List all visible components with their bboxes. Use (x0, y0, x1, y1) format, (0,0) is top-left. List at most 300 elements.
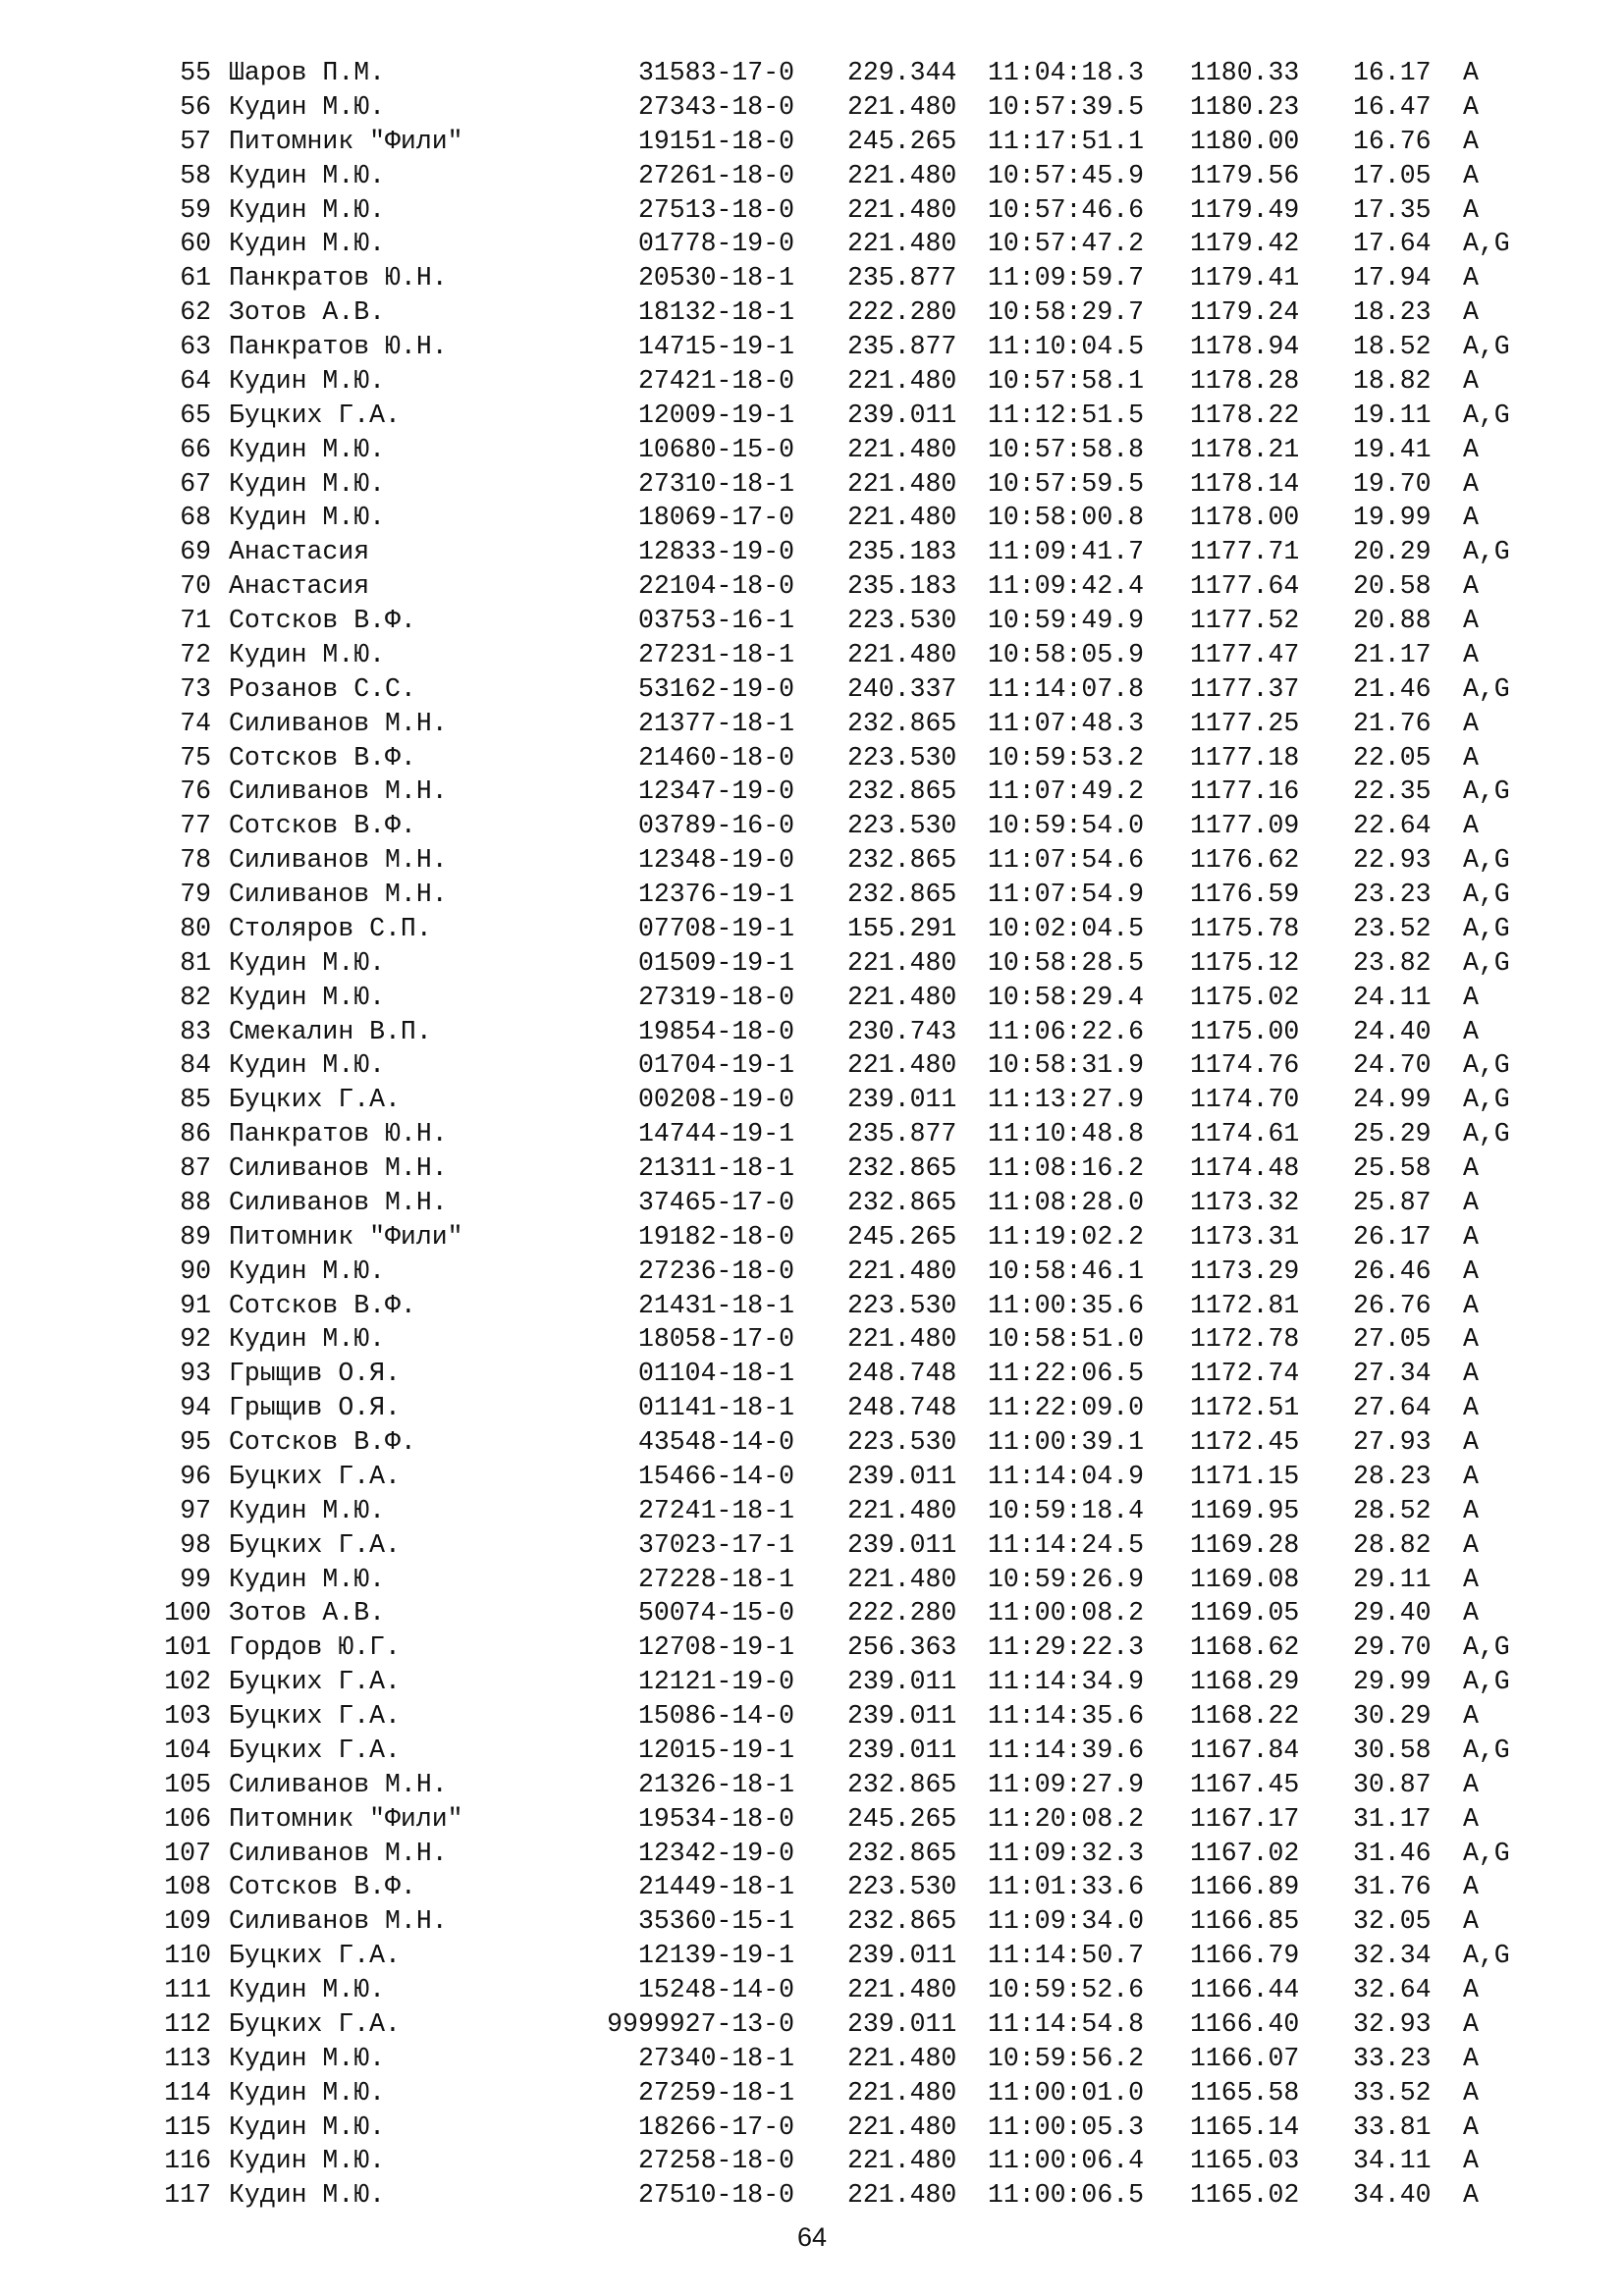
arrival-time-cell: 11:00:35.6 (988, 1290, 1145, 1320)
place-cell: 55 (180, 58, 211, 87)
speed-cell: 1177.52 (1190, 606, 1300, 635)
class-cell: A (1463, 91, 1479, 122)
result-row (0, 638, 1624, 672)
place-cell: 103 (164, 1701, 211, 1731)
distance-cell: 232.865 (847, 845, 957, 876)
speed-cell: 1177.18 (1190, 742, 1300, 773)
distance-cell: 221.480 (847, 2146, 957, 2176)
arrival-time-cell: 11:04:18.3 (988, 58, 1145, 87)
distance-cell: 235.183 (847, 537, 957, 567)
speed-cell: 1172.74 (1190, 1359, 1300, 1389)
ring-number-cell: 12139-19-1 (637, 1941, 794, 1971)
fancier-name-cell: Кудин М.Ю. (229, 2043, 386, 2073)
distance-cell: 239.011 (847, 1667, 957, 1697)
arrival-time-cell: 10:57:47.2 (988, 229, 1145, 259)
coefficient-cell: 22.05 (1353, 742, 1432, 773)
class-cell: A (1463, 1564, 1479, 1594)
arrival-time-cell: 10:02:04.5 (988, 913, 1145, 943)
class-cell: A (1463, 1529, 1479, 1560)
speed-cell: 1175.00 (1190, 1016, 1300, 1046)
result-row (0, 2178, 1624, 2213)
distance-cell: 222.280 (847, 297, 957, 328)
place-cell: 79 (180, 880, 211, 909)
ring-number-cell: 37023-17-1 (637, 1529, 794, 1560)
speed-cell: 1177.71 (1190, 537, 1300, 567)
distance-cell: 221.480 (847, 434, 957, 464)
speed-cell: 1179.24 (1190, 297, 1300, 328)
class-cell: A (1463, 297, 1479, 328)
distance-cell: 235.877 (847, 1119, 957, 1149)
distance-cell: 239.011 (847, 1941, 957, 1971)
class-cell: A,G (1463, 332, 1510, 361)
fancier-name-cell: Анастасия (229, 571, 370, 602)
fancier-name-cell: Сотсков В.Ф. (229, 811, 416, 841)
result-row (0, 399, 1624, 433)
ring-number-cell: 27319-18-0 (637, 982, 794, 1012)
coefficient-cell: 34.11 (1353, 2146, 1432, 2176)
distance-cell: 232.865 (847, 1906, 957, 1937)
distance-cell: 221.480 (847, 982, 957, 1012)
place-cell: 97 (180, 1495, 211, 1525)
place-cell: 83 (180, 1016, 211, 1046)
speed-cell: 1166.40 (1190, 2008, 1300, 2039)
fancier-name-cell: Буцких Г.А. (229, 1941, 401, 1971)
distance-cell: 232.865 (847, 1838, 957, 1868)
fancier-name-cell: Кудин М.Ю. (229, 365, 386, 396)
arrival-time-cell: 11:09:59.7 (988, 263, 1145, 294)
result-row (0, 227, 1624, 261)
distance-cell: 245.265 (847, 126, 957, 156)
class-cell: A,G (1463, 845, 1510, 876)
distance-cell: 221.480 (847, 2043, 957, 2073)
ring-number-cell: 37465-17-0 (637, 1187, 794, 1217)
arrival-time-cell: 11:17:51.1 (988, 126, 1145, 156)
distance-cell: 239.011 (847, 1085, 957, 1115)
coefficient-cell: 29.70 (1353, 1632, 1432, 1663)
class-cell: A,G (1463, 1838, 1510, 1868)
speed-cell: 1169.95 (1190, 1495, 1300, 1525)
place-cell: 85 (180, 1085, 211, 1115)
class-cell: A,G (1463, 537, 1510, 567)
distance-cell: 221.480 (847, 1975, 957, 2004)
distance-cell: 232.865 (847, 776, 957, 807)
result-row (0, 1837, 1624, 1871)
ring-number-cell: 07708-19-1 (637, 913, 794, 943)
ring-number-cell: 19534-18-0 (637, 1803, 794, 1834)
result-row (0, 125, 1624, 159)
arrival-time-cell: 10:57:45.9 (988, 160, 1145, 190)
result-row (0, 2110, 1624, 2145)
arrival-time-cell: 10:57:58.8 (988, 434, 1145, 464)
fancier-name-cell: Кудин М.Ю. (229, 2146, 386, 2176)
distance-cell: 221.480 (847, 1495, 957, 1525)
class-cell: A,G (1463, 1085, 1510, 1115)
result-row (0, 1220, 1624, 1255)
arrival-time-cell: 11:22:09.0 (988, 1393, 1145, 1423)
result-row (0, 261, 1624, 295)
coefficient-cell: 33.81 (1353, 2111, 1432, 2142)
ring-number-cell: 27513-18-0 (637, 194, 794, 225)
fancier-name-cell: Питомник "Фили" (229, 1803, 463, 1834)
place-cell: 86 (180, 1119, 211, 1149)
speed-cell: 1177.64 (1190, 571, 1300, 602)
distance-cell: 221.480 (847, 503, 957, 533)
result-row (0, 2007, 1624, 2042)
place-cell: 112 (164, 2008, 211, 2039)
distance-cell: 239.011 (847, 1529, 957, 1560)
place-cell: 84 (180, 1050, 211, 1081)
class-cell: A (1463, 503, 1479, 533)
coefficient-cell: 21.46 (1353, 673, 1432, 704)
result-row (0, 1596, 1624, 1630)
arrival-time-cell: 10:57:59.5 (988, 468, 1145, 499)
coefficient-cell: 24.11 (1353, 982, 1432, 1012)
speed-cell: 1180.23 (1190, 91, 1300, 122)
ring-number-cell: 15086-14-0 (637, 1701, 794, 1731)
result-row (0, 1015, 1624, 1049)
speed-cell: 1177.16 (1190, 776, 1300, 807)
class-cell: A,G (1463, 913, 1510, 943)
coefficient-cell: 33.52 (1353, 2077, 1432, 2108)
speed-cell: 1166.79 (1190, 1941, 1300, 1971)
fancier-name-cell: Буцких Г.А. (229, 1667, 401, 1697)
distance-cell: 235.877 (847, 263, 957, 294)
fancier-name-cell: Кудин М.Ю. (229, 1564, 386, 1594)
fancier-name-cell: Грыщив О.Я. (229, 1359, 401, 1389)
coefficient-cell: 16.76 (1353, 126, 1432, 156)
coefficient-cell: 32.34 (1353, 1941, 1432, 1971)
fancier-name-cell: Столяров С.П. (229, 913, 432, 943)
result-row (0, 604, 1624, 638)
coefficient-cell: 22.35 (1353, 776, 1432, 807)
distance-cell: 232.865 (847, 1187, 957, 1217)
fancier-name-cell: Сотсков В.Ф. (229, 1872, 416, 1902)
result-row (0, 774, 1624, 809)
place-cell: 116 (164, 2146, 211, 2176)
class-cell: A,G (1463, 229, 1510, 259)
class-cell: A (1463, 2180, 1479, 2211)
class-cell: A,G (1463, 1050, 1510, 1081)
distance-cell: 239.011 (847, 2008, 957, 2039)
arrival-time-cell: 10:58:51.0 (988, 1324, 1145, 1355)
distance-cell: 221.480 (847, 2077, 957, 2108)
arrival-time-cell: 11:00:01.0 (988, 2077, 1145, 2108)
place-cell: 60 (180, 229, 211, 259)
class-cell: A (1463, 1701, 1479, 1731)
speed-cell: 1172.78 (1190, 1324, 1300, 1355)
result-row (0, 912, 1624, 946)
speed-cell: 1179.49 (1190, 194, 1300, 225)
ring-number-cell: 9999927-13-0 (607, 2008, 794, 2039)
distance-cell: 245.265 (847, 1803, 957, 1834)
arrival-time-cell: 10:59:52.6 (988, 1975, 1145, 2004)
fancier-name-cell: Розанов С.С. (229, 673, 416, 704)
arrival-time-cell: 11:07:54.9 (988, 880, 1145, 909)
distance-cell: 221.480 (847, 2180, 957, 2211)
arrival-time-cell: 11:09:32.3 (988, 1838, 1145, 1868)
fancier-name-cell: Сотсков В.Ф. (229, 606, 416, 635)
ring-number-cell: 27258-18-0 (637, 2146, 794, 2176)
speed-cell: 1165.14 (1190, 2111, 1300, 2142)
coefficient-cell: 17.35 (1353, 194, 1432, 225)
ring-number-cell: 12347-19-0 (637, 776, 794, 807)
coefficient-cell: 31.17 (1353, 1803, 1432, 1834)
coefficient-cell: 32.64 (1353, 1975, 1432, 2004)
result-row (0, 501, 1624, 535)
class-cell: A (1463, 365, 1479, 396)
coefficient-cell: 18.23 (1353, 297, 1432, 328)
fancier-name-cell: Грыщив О.Я. (229, 1393, 401, 1423)
result-row (0, 1322, 1624, 1357)
result-row (0, 193, 1624, 228)
distance-cell: 239.011 (847, 1735, 957, 1765)
arrival-time-cell: 10:57:46.6 (988, 194, 1145, 225)
ring-number-cell: 10680-15-0 (637, 434, 794, 464)
coefficient-cell: 19.41 (1353, 434, 1432, 464)
speed-cell: 1165.58 (1190, 2077, 1300, 2108)
ring-number-cell: 21326-18-1 (637, 1769, 794, 1799)
result-row (0, 707, 1624, 741)
place-cell: 111 (164, 1975, 211, 2004)
distance-cell: 235.183 (847, 571, 957, 602)
fancier-name-cell: Буцких Г.А. (229, 1085, 401, 1115)
ring-number-cell: 18058-17-0 (637, 1324, 794, 1355)
arrival-time-cell: 11:19:02.2 (988, 1221, 1145, 1252)
arrival-time-cell: 11:09:34.0 (988, 1906, 1145, 1937)
place-cell: 93 (180, 1359, 211, 1389)
coefficient-cell: 27.64 (1353, 1393, 1432, 1423)
place-cell: 77 (180, 811, 211, 841)
class-cell: A (1463, 1427, 1479, 1457)
coefficient-cell: 29.11 (1353, 1564, 1432, 1594)
arrival-time-cell: 11:12:51.5 (988, 400, 1145, 430)
place-cell: 70 (180, 571, 211, 602)
speed-cell: 1176.59 (1190, 880, 1300, 909)
class-cell: A (1463, 58, 1479, 87)
speed-cell: 1178.14 (1190, 468, 1300, 499)
ring-number-cell: 12015-19-1 (637, 1735, 794, 1765)
place-cell: 96 (180, 1461, 211, 1491)
coefficient-cell: 23.82 (1353, 947, 1432, 978)
coefficient-cell: 28.52 (1353, 1495, 1432, 1525)
coefficient-cell: 19.70 (1353, 468, 1432, 499)
result-row (0, 295, 1624, 330)
arrival-time-cell: 11:07:54.6 (988, 845, 1145, 876)
ring-number-cell: 21311-18-1 (637, 1153, 794, 1183)
result-row (0, 1563, 1624, 1597)
result-row (0, 1151, 1624, 1186)
result-row (0, 1186, 1624, 1220)
class-cell: A (1463, 639, 1479, 669)
arrival-time-cell: 11:14:39.6 (988, 1735, 1145, 1765)
result-row (0, 1425, 1624, 1460)
coefficient-cell: 17.05 (1353, 160, 1432, 190)
ring-number-cell: 27343-18-0 (637, 91, 794, 122)
distance-cell: 223.530 (847, 606, 957, 635)
result-row (0, 56, 1624, 90)
class-cell: A (1463, 606, 1479, 635)
ring-number-cell: 15248-14-0 (637, 1975, 794, 2004)
distance-cell: 229.344 (847, 58, 957, 87)
coefficient-cell: 31.76 (1353, 1872, 1432, 1902)
place-cell: 82 (180, 982, 211, 1012)
result-row (0, 1870, 1624, 1904)
ring-number-cell: 27259-18-1 (637, 2077, 794, 2108)
distance-cell: 221.480 (847, 365, 957, 396)
coefficient-cell: 24.40 (1353, 1016, 1432, 1046)
class-cell: A (1463, 982, 1479, 1012)
ring-number-cell: 43548-14-0 (637, 1427, 794, 1457)
class-cell: A,G (1463, 1632, 1510, 1663)
arrival-time-cell: 10:59:18.4 (988, 1495, 1145, 1525)
fancier-name-cell: Кудин М.Ю. (229, 2111, 386, 2142)
speed-cell: 1172.51 (1190, 1393, 1300, 1423)
ring-number-cell: 18132-18-1 (637, 297, 794, 328)
fancier-name-cell: Шаров П.М. (229, 58, 386, 87)
place-cell: 94 (180, 1393, 211, 1423)
distance-cell: 232.865 (847, 880, 957, 909)
speed-cell: 1174.61 (1190, 1119, 1300, 1149)
fancier-name-cell: Кудин М.Ю. (229, 639, 386, 669)
class-cell: A (1463, 1495, 1479, 1525)
ring-number-cell: 19182-18-0 (637, 1221, 794, 1252)
class-cell: A (1463, 1769, 1479, 1799)
distance-cell: 223.530 (847, 1872, 957, 1902)
speed-cell: 1174.48 (1190, 1153, 1300, 1183)
coefficient-cell: 18.82 (1353, 365, 1432, 396)
ring-number-cell: 12348-19-0 (637, 845, 794, 876)
fancier-name-cell: Панкратов Ю.Н. (229, 1119, 448, 1149)
place-cell: 87 (180, 1153, 211, 1183)
distance-cell: 248.748 (847, 1359, 957, 1389)
distance-cell: 221.480 (847, 160, 957, 190)
speed-cell: 1177.25 (1190, 708, 1300, 738)
result-row (0, 1460, 1624, 1494)
distance-cell: 232.865 (847, 1769, 957, 1799)
ring-number-cell: 12342-19-0 (637, 1838, 794, 1868)
coefficient-cell: 16.47 (1353, 91, 1432, 122)
arrival-time-cell: 11:20:08.2 (988, 1803, 1145, 1834)
arrival-time-cell: 10:58:29.4 (988, 982, 1145, 1012)
coefficient-cell: 23.52 (1353, 913, 1432, 943)
class-cell: A,G (1463, 673, 1510, 704)
speed-cell: 1177.47 (1190, 639, 1300, 669)
fancier-name-cell: Панкратов Ю.Н. (229, 263, 448, 294)
speed-cell: 1178.22 (1190, 400, 1300, 430)
result-row (0, 2144, 1624, 2178)
arrival-time-cell: 10:57:58.1 (988, 365, 1145, 396)
ring-number-cell: 27228-18-1 (637, 1564, 794, 1594)
result-row (0, 843, 1624, 878)
coefficient-cell: 30.87 (1353, 1769, 1432, 1799)
arrival-time-cell: 11:00:39.1 (988, 1427, 1145, 1457)
speed-cell: 1167.17 (1190, 1803, 1300, 1834)
place-cell: 62 (180, 297, 211, 328)
arrival-time-cell: 11:08:28.0 (988, 1187, 1145, 1217)
arrival-time-cell: 11:09:42.4 (988, 571, 1145, 602)
speed-cell: 1169.28 (1190, 1529, 1300, 1560)
class-cell: A (1463, 1290, 1479, 1320)
result-row (0, 1665, 1624, 1699)
coefficient-cell: 24.70 (1353, 1050, 1432, 1081)
ring-number-cell: 14744-19-1 (637, 1119, 794, 1149)
fancier-name-cell: Буцких Г.А. (229, 400, 401, 430)
result-row (0, 364, 1624, 399)
place-cell: 81 (180, 947, 211, 978)
result-row (0, 1734, 1624, 1768)
class-cell: A,G (1463, 1667, 1510, 1697)
class-cell: A (1463, 1906, 1479, 1937)
place-cell: 107 (164, 1838, 211, 1868)
ring-number-cell: 53162-19-0 (637, 673, 794, 704)
place-cell: 76 (180, 776, 211, 807)
place-cell: 73 (180, 673, 211, 704)
distance-cell: 221.480 (847, 2111, 957, 2142)
class-cell: A (1463, 1461, 1479, 1491)
ring-number-cell: 27510-18-0 (637, 2180, 794, 2211)
class-cell: A (1463, 1221, 1479, 1252)
arrival-time-cell: 10:59:26.9 (988, 1564, 1145, 1594)
class-cell: A (1463, 1153, 1479, 1183)
fancier-name-cell: Силиванов М.Н. (229, 776, 448, 807)
distance-cell: 223.530 (847, 811, 957, 841)
fancier-name-cell: Буцких Г.А. (229, 2008, 401, 2039)
ring-number-cell: 21377-18-1 (637, 708, 794, 738)
fancier-name-cell: Силиванов М.Н. (229, 1906, 448, 1937)
coefficient-cell: 26.46 (1353, 1255, 1432, 1286)
coefficient-cell: 32.05 (1353, 1906, 1432, 1937)
speed-cell: 1180.00 (1190, 126, 1300, 156)
place-cell: 89 (180, 1221, 211, 1252)
coefficient-cell: 17.94 (1353, 263, 1432, 294)
result-row (0, 569, 1624, 604)
speed-cell: 1176.62 (1190, 845, 1300, 876)
coefficient-cell: 28.82 (1353, 1529, 1432, 1560)
fancier-name-cell: Буцких Г.А. (229, 1461, 401, 1491)
class-cell: A (1463, 1872, 1479, 1902)
place-cell: 101 (164, 1632, 211, 1663)
place-cell: 63 (180, 332, 211, 361)
class-cell: A (1463, 434, 1479, 464)
speed-cell: 1168.22 (1190, 1701, 1300, 1731)
ring-number-cell: 50074-15-0 (637, 1598, 794, 1629)
fancier-name-cell: Силиванов М.Н. (229, 1187, 448, 1217)
class-cell: A (1463, 1598, 1479, 1629)
fancier-name-cell: Кудин М.Ю. (229, 194, 386, 225)
speed-cell: 1169.08 (1190, 1564, 1300, 1594)
coefficient-cell: 27.93 (1353, 1427, 1432, 1457)
speed-cell: 1167.45 (1190, 1769, 1300, 1799)
class-cell: A (1463, 571, 1479, 602)
result-row (0, 1630, 1624, 1665)
coefficient-cell: 23.23 (1353, 880, 1432, 909)
fancier-name-cell: Кудин М.Ю. (229, 1255, 386, 1286)
speed-cell: 1167.02 (1190, 1838, 1300, 1868)
distance-cell: 221.480 (847, 91, 957, 122)
fancier-name-cell: Силиванов М.Н. (229, 708, 448, 738)
class-cell: A,G (1463, 400, 1510, 430)
coefficient-cell: 21.17 (1353, 639, 1432, 669)
ring-number-cell: 27241-18-1 (637, 1495, 794, 1525)
place-cell: 65 (180, 400, 211, 430)
coefficient-cell: 31.46 (1353, 1838, 1432, 1868)
result-row (0, 741, 1624, 775)
speed-cell: 1173.29 (1190, 1255, 1300, 1286)
coefficient-cell: 34.40 (1353, 2180, 1432, 2211)
speed-cell: 1179.56 (1190, 160, 1300, 190)
class-cell: A (1463, 742, 1479, 773)
place-cell: 67 (180, 468, 211, 499)
